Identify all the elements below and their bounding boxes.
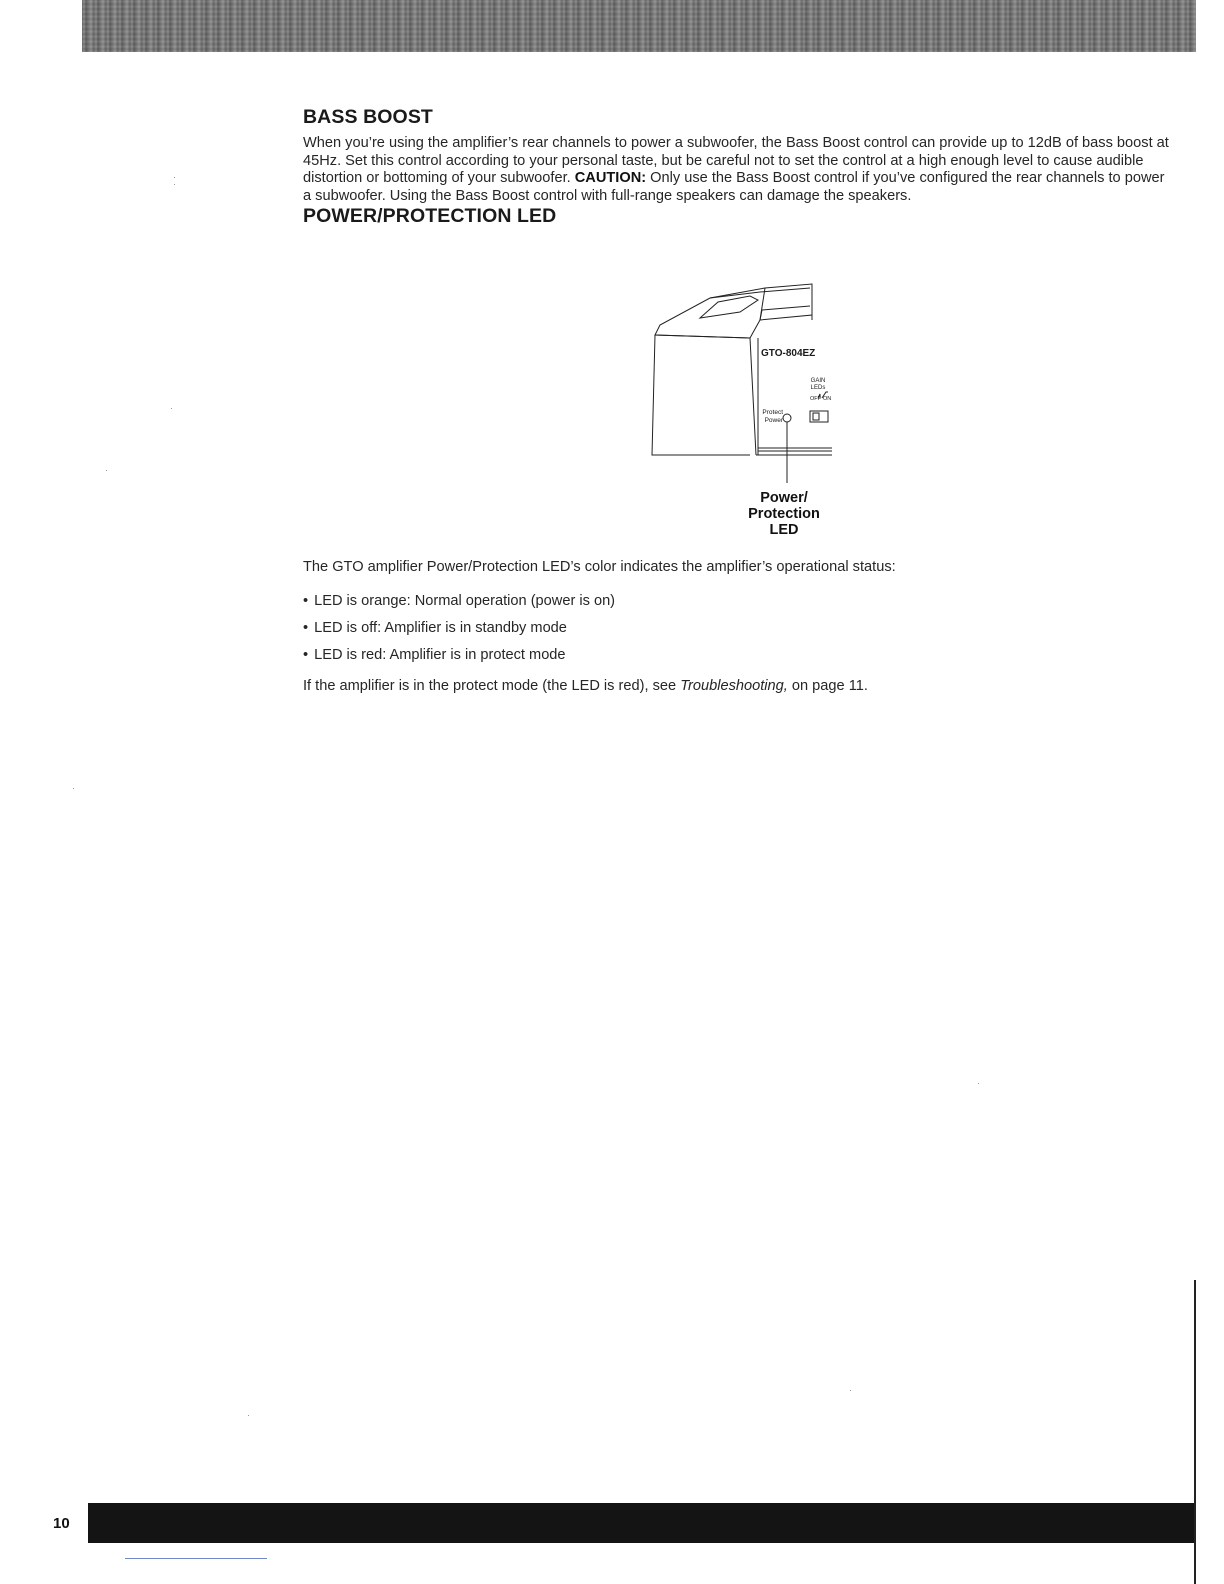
led-callout [734, 490, 834, 538]
page-edge-line [1194, 1280, 1196, 1584]
header-band [82, 0, 1196, 52]
bottom-rule [125, 1558, 267, 1559]
troubleshooting-note [303, 678, 868, 694]
power-label: Power [764, 417, 783, 424]
list-item: • LED is red: Amplifier is in protect mode [303, 642, 615, 669]
list-item: • LED is orange: Normal operation (power is on) [303, 588, 615, 615]
bass-boost-text: When you’re using the amplifier’s rear channels to power a subwoofer, the Bass Boost control can provide up to 12dB of bass boost at 45Hz. Set this control according to your personal taste, but be careful not to set the control at a high enough level to cause audible distortion or bottoming of your subwoofer. [303, 135, 1169, 187]
caution-label: CAUTION: [574, 170, 647, 187]
scan-speck [171, 408, 172, 409]
off-label: OFF [810, 396, 821, 402]
protect-label: Protect [762, 409, 783, 416]
bass-boost-caution-text: Only use the Bass Boost control if you’ve configured the rear channels to power a subwoofer. Using the Bass Boost control with full-range speakers can damage the speakers. [303, 170, 1165, 204]
scan-speck [174, 184, 175, 185]
on-label: ON [823, 396, 832, 402]
model-label: GTO-804EZ [761, 348, 816, 359]
troubleshooting-reference: Troubleshooting, [680, 678, 788, 694]
power-protection-title: POWER/PROTECTION LED [303, 205, 557, 228]
page-number: 10 [53, 1515, 70, 1532]
scan-speck [106, 470, 107, 471]
bass-boost-title: BASS BOOST [303, 106, 433, 128]
scan-speck [978, 1083, 979, 1084]
callout-line-1: Power/ [760, 490, 808, 506]
amplifier-illustration [650, 280, 840, 545]
protect-power-label [755, 409, 783, 425]
callout-line-3: LED [769, 522, 799, 538]
scan-speck [850, 1390, 851, 1391]
note-page-ref: on page 11. [791, 678, 868, 694]
bass-boost-paragraph [303, 135, 1175, 205]
note-text: If the amplifier is in the protect mode (the LED is red), see [303, 678, 677, 694]
scan-speck [248, 1415, 249, 1416]
gain-leds-label: GAIN LEDs [810, 378, 826, 391]
footer-band [88, 1503, 1196, 1543]
main-content [303, 106, 1175, 228]
callout-line-2: Protection [748, 506, 820, 522]
led-status-intro: The GTO amplifier Power/Protection LED’s color indicates the amplifier’s operational status: [303, 559, 896, 575]
list-item: • LED is off: Amplifier is in standby mode [303, 615, 615, 642]
scan-speck [174, 177, 175, 178]
scan-speck [73, 788, 74, 789]
led-status-list [303, 588, 615, 669]
